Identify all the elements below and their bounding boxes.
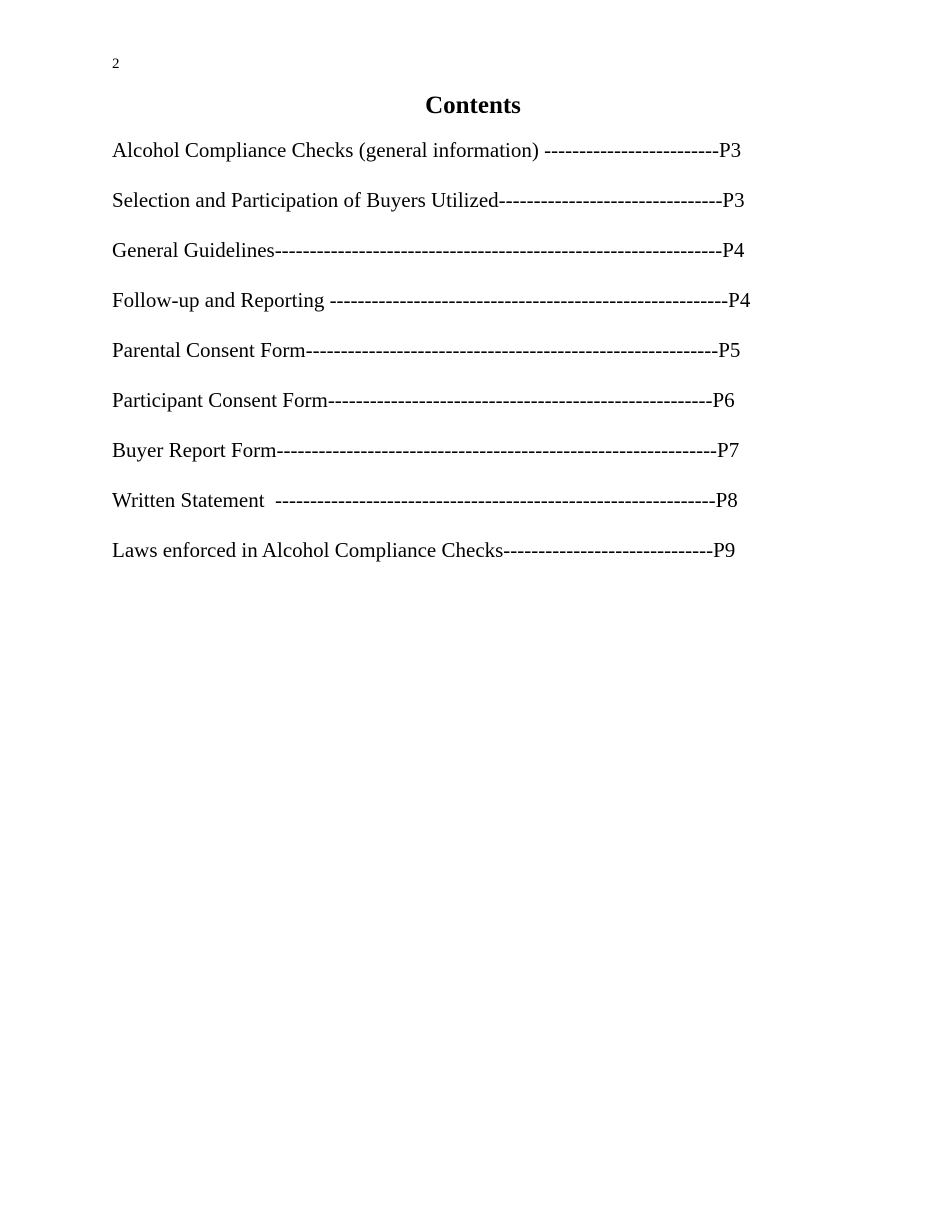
toc-entry-written-statement: Written Statement ---------------------------------------------------------------P8 <box>112 488 738 512</box>
page-title: Contents <box>425 92 521 119</box>
toc-entry-buyer-report-form: Buyer Report Form---------------------------------------------------------------P7 <box>112 438 740 462</box>
page-number: 2 <box>112 56 120 72</box>
table-of-contents <box>112 136 812 586</box>
toc-entry-alcohol-compliance-checks: Alcohol Compliance Checks (general information) -------------------------P3 <box>112 138 742 162</box>
toc-entry-participant-consent-form: Participant Consent Form-------------------------------------------------------P6 <box>112 388 735 412</box>
toc-entry-general-guidelines: General Guidelines----------------------------------------------------------------P4 <box>112 238 745 262</box>
toc-entry-selection-participation-buyers: Selection and Participation of Buyers Utilized--------------------------------P3 <box>112 188 745 212</box>
toc-entry-parental-consent-form: Parental Consent Form-----------------------------------------------------------P5 <box>112 338 741 362</box>
toc-entry-follow-up-reporting: Follow-up and Reporting ---------------------------------------------------------P4 <box>112 288 751 312</box>
toc-entry-laws-enforced: Laws enforced in Alcohol Compliance Checks------------------------------P9 <box>112 538 736 562</box>
